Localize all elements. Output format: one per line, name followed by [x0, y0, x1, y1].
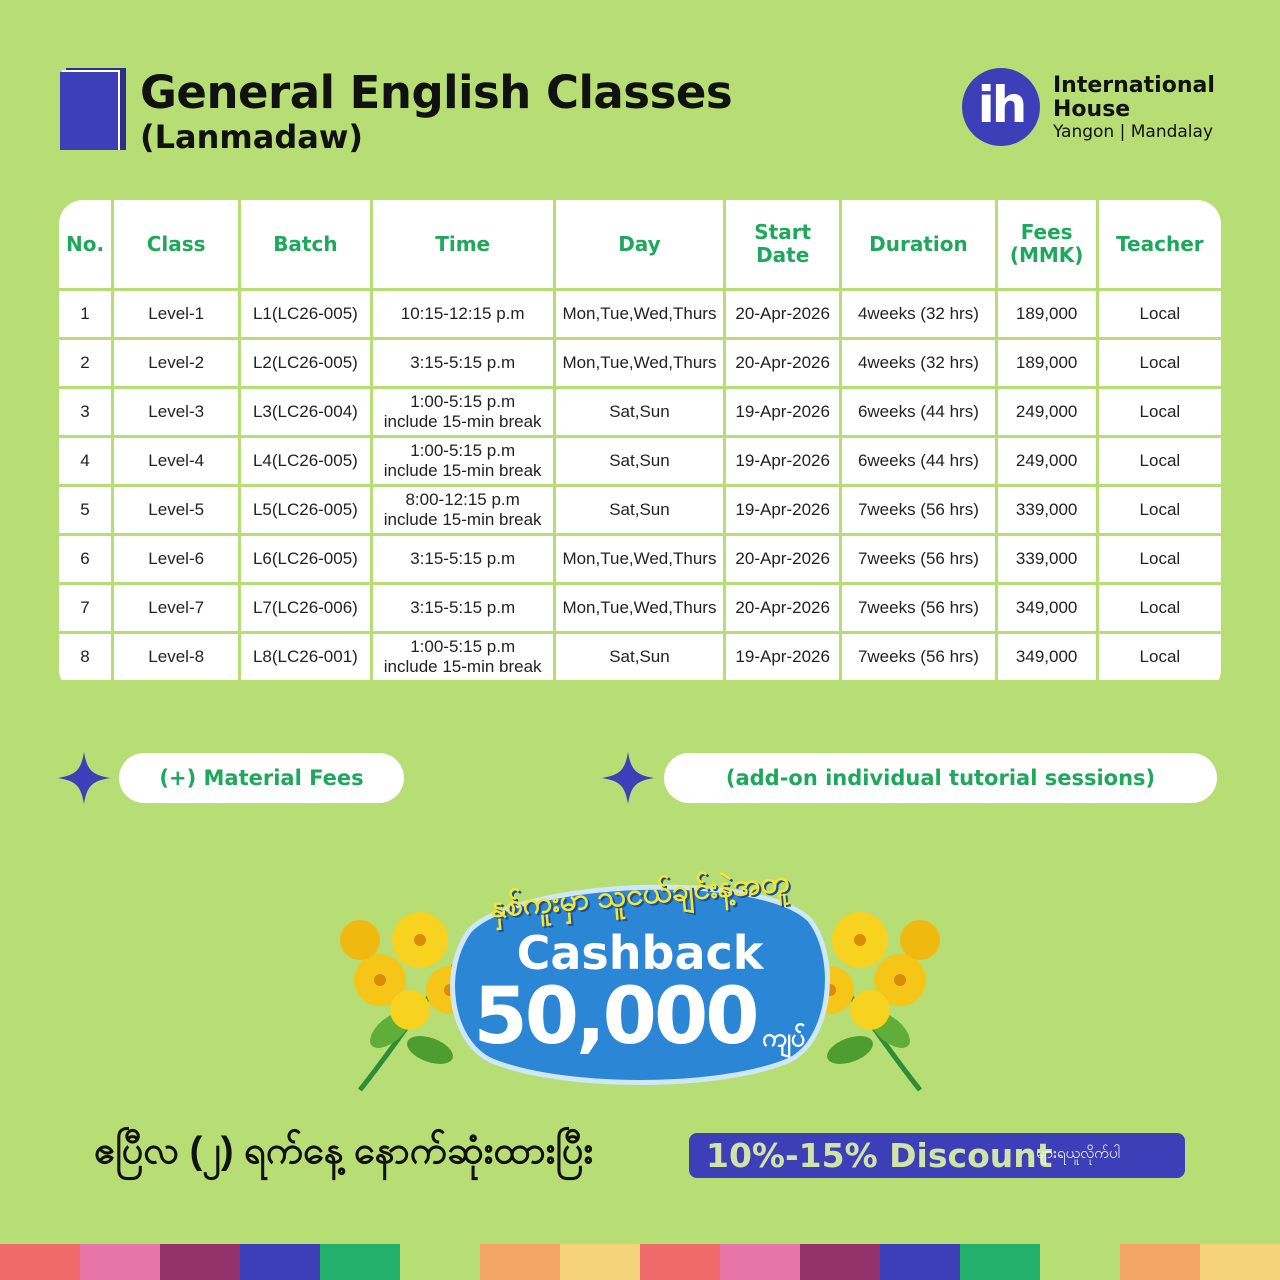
stripe-segment — [640, 1244, 720, 1280]
cell-time — [373, 438, 553, 484]
cell-duration: 4weeks (32 hrs) — [842, 340, 994, 386]
cell-fees: 189,000 — [998, 291, 1096, 337]
deadline-text: ဧပြီလ (၂) ရက်နေ့ နောက်ဆုံးထားပြီး — [94, 1130, 594, 1172]
discount-subtext: များရယူလိုက်ပါ — [1036, 1145, 1120, 1162]
cell-day: Sat,Sun — [556, 389, 723, 435]
header-fees-line1: Fees — [1020, 220, 1073, 244]
stripe-segment — [1200, 1244, 1280, 1280]
header-duration: Duration — [842, 200, 994, 288]
promo-headline: နှစ်ကူးမှာ သူငယ်ချင်းနဲ့အတူ — [488, 864, 791, 925]
cell-time — [373, 585, 553, 631]
cell-duration: 7weeks (56 hrs) — [842, 585, 994, 631]
cell-time-main: 3:15-5:15 p.m — [410, 598, 516, 617]
cell-day: Mon,Tue,Wed,Thurs — [556, 585, 723, 631]
cell-time — [373, 487, 553, 533]
cell-start: 20-Apr-2026 — [726, 291, 839, 337]
cell-start: 19-Apr-2026 — [726, 389, 839, 435]
stripe-segment — [320, 1244, 400, 1280]
header-fees-line2: (MMK) — [1009, 243, 1084, 267]
table-row — [59, 536, 1221, 582]
header-start-date — [726, 200, 839, 288]
stripe-segment — [480, 1244, 560, 1280]
stripe-segment — [240, 1244, 320, 1280]
cell-fees: 339,000 — [998, 487, 1096, 533]
stripe-segment — [400, 1244, 480, 1280]
cell-teacher: Local — [1099, 536, 1221, 582]
cell-batch: L6(LC26-005) — [241, 536, 369, 582]
table-row — [59, 291, 1221, 337]
cell-duration: 7weeks (56 hrs) — [842, 634, 994, 680]
stripe-segment — [960, 1244, 1040, 1280]
cell-time-main: 1:00-5:15 p.m — [410, 441, 516, 460]
cell-fees: 349,000 — [998, 585, 1096, 631]
cell-no: 6 — [59, 536, 111, 582]
header-class: Class — [114, 200, 238, 288]
cell-day: Sat,Sun — [556, 438, 723, 484]
cell-time — [373, 340, 553, 386]
stripe-segment — [1120, 1244, 1200, 1280]
cell-batch: L8(LC26-001) — [241, 634, 369, 680]
cell-class: Level-1 — [114, 291, 238, 337]
header-no: No. — [59, 200, 111, 288]
cashback-unit: ကျပ် — [762, 1022, 806, 1052]
cell-teacher: Local — [1099, 389, 1221, 435]
table-row — [59, 340, 1221, 386]
cell-time-main: 8:00-12:15 p.m — [405, 490, 520, 509]
stripe-segment — [160, 1244, 240, 1280]
cell-time-note: include 15-min break — [383, 461, 542, 480]
header-day: Day — [556, 200, 723, 288]
stripe-segment — [800, 1244, 880, 1280]
cell-day: Sat,Sun — [556, 634, 723, 680]
cell-class: Level-4 — [114, 438, 238, 484]
stripe-segment — [0, 1244, 80, 1280]
table-header-row — [59, 200, 1221, 288]
cell-batch: L2(LC26-005) — [241, 340, 369, 386]
cell-batch: L1(LC26-005) — [241, 291, 369, 337]
cell-duration: 6weeks (44 hrs) — [842, 389, 994, 435]
cell-start: 19-Apr-2026 — [726, 438, 839, 484]
cell-batch: L5(LC26-005) — [241, 487, 369, 533]
table-row — [59, 585, 1221, 631]
cell-time-main: 10:15-12:15 p.m — [400, 304, 525, 323]
cell-no: 8 — [59, 634, 111, 680]
cell-class: Level-6 — [114, 536, 238, 582]
logo-text-line1: International — [1053, 73, 1215, 98]
cell-batch: L7(LC26-006) — [241, 585, 369, 631]
cell-time-main: 1:00-5:15 p.m — [410, 392, 516, 411]
cell-duration: 4weeks (32 hrs) — [842, 291, 994, 337]
cell-no: 1 — [59, 291, 111, 337]
cell-day: Mon,Tue,Wed,Thurs — [556, 340, 723, 386]
header-time: Time — [373, 200, 553, 288]
cell-start: 20-Apr-2026 — [726, 536, 839, 582]
cell-time-main: 3:15-5:15 p.m — [410, 549, 516, 568]
book-icon — [60, 68, 126, 150]
cell-class: Level-8 — [114, 634, 238, 680]
cell-class: Level-7 — [114, 585, 238, 631]
class-schedule-table — [59, 200, 1221, 694]
cell-class: Level-3 — [114, 389, 238, 435]
cell-day: Sat,Sun — [556, 487, 723, 533]
cell-fees: 339,000 — [998, 536, 1096, 582]
sparkle-icon — [602, 752, 654, 804]
cell-start: 20-Apr-2026 — [726, 340, 839, 386]
page-title: General English Classes — [140, 66, 733, 119]
stripe-segment — [880, 1244, 960, 1280]
cell-fees: 189,000 — [998, 340, 1096, 386]
cell-batch: L4(LC26-005) — [241, 438, 369, 484]
table-row — [59, 389, 1221, 435]
cell-duration: 6weeks (44 hrs) — [842, 438, 994, 484]
cell-time — [373, 634, 553, 680]
stripe-segment — [560, 1244, 640, 1280]
cell-time-main: 3:15-5:15 p.m — [410, 353, 516, 372]
cell-day: Mon,Tue,Wed,Thurs — [556, 536, 723, 582]
header-start-date-line1: Start — [754, 220, 812, 244]
cell-start: 19-Apr-2026 — [726, 634, 839, 680]
addon-tutorial-note: (add-on individual tutorial sessions) — [664, 753, 1217, 803]
cell-fees: 249,000 — [998, 389, 1096, 435]
stripe-segment — [720, 1244, 800, 1280]
material-fees-note: (+) Material Fees — [119, 753, 404, 803]
cell-start: 19-Apr-2026 — [726, 487, 839, 533]
cell-time-main: 1:00-5:15 p.m — [410, 637, 516, 656]
cell-no: 3 — [59, 389, 111, 435]
cell-teacher: Local — [1099, 438, 1221, 484]
cell-fees: 349,000 — [998, 634, 1096, 680]
cell-teacher: Local — [1099, 634, 1221, 680]
cell-no: 2 — [59, 340, 111, 386]
cell-teacher: Local — [1099, 585, 1221, 631]
cashback-label: Cashback — [516, 926, 764, 980]
table-row — [59, 438, 1221, 484]
cell-batch: L3(LC26-004) — [241, 389, 369, 435]
logo-text-line2: House — [1053, 97, 1131, 122]
cell-teacher: Local — [1099, 340, 1221, 386]
header-batch: Batch — [241, 200, 369, 288]
cell-class: Level-2 — [114, 340, 238, 386]
cell-duration: 7weeks (56 hrs) — [842, 487, 994, 533]
discount-text: 10%-15% Discount — [706, 1136, 1053, 1175]
cell-fees: 249,000 — [998, 438, 1096, 484]
cashback-amount: 50,000 — [473, 972, 757, 1062]
cell-teacher: Local — [1099, 487, 1221, 533]
logo-text-line3: Yangon | Mandalay — [1053, 122, 1214, 142]
cell-duration: 7weeks (56 hrs) — [842, 536, 994, 582]
table-row — [59, 634, 1221, 680]
cell-teacher: Local — [1099, 291, 1221, 337]
stripe-segment — [80, 1244, 160, 1280]
sparkle-icon — [58, 752, 110, 804]
cell-time — [373, 291, 553, 337]
cell-day: Mon,Tue,Wed,Thurs — [556, 291, 723, 337]
header-teacher: Teacher — [1099, 200, 1221, 288]
header-fees — [998, 200, 1096, 288]
cell-time-note: include 15-min break — [383, 657, 542, 676]
cell-no: 4 — [59, 438, 111, 484]
stripe-segment — [1040, 1244, 1120, 1280]
cell-time — [373, 389, 553, 435]
cell-no: 7 — [59, 585, 111, 631]
cell-no: 5 — [59, 487, 111, 533]
cell-start: 20-Apr-2026 — [726, 585, 839, 631]
page-subtitle: (Lanmadaw) — [140, 118, 364, 156]
ih-logo: ih — [962, 68, 1040, 146]
cell-time — [373, 536, 553, 582]
table-row — [59, 487, 1221, 533]
cell-time-note: include 15-min break — [383, 510, 542, 529]
header-start-date-line2: Date — [756, 243, 810, 267]
cell-class: Level-5 — [114, 487, 238, 533]
cell-time-note: include 15-min break — [383, 412, 542, 431]
